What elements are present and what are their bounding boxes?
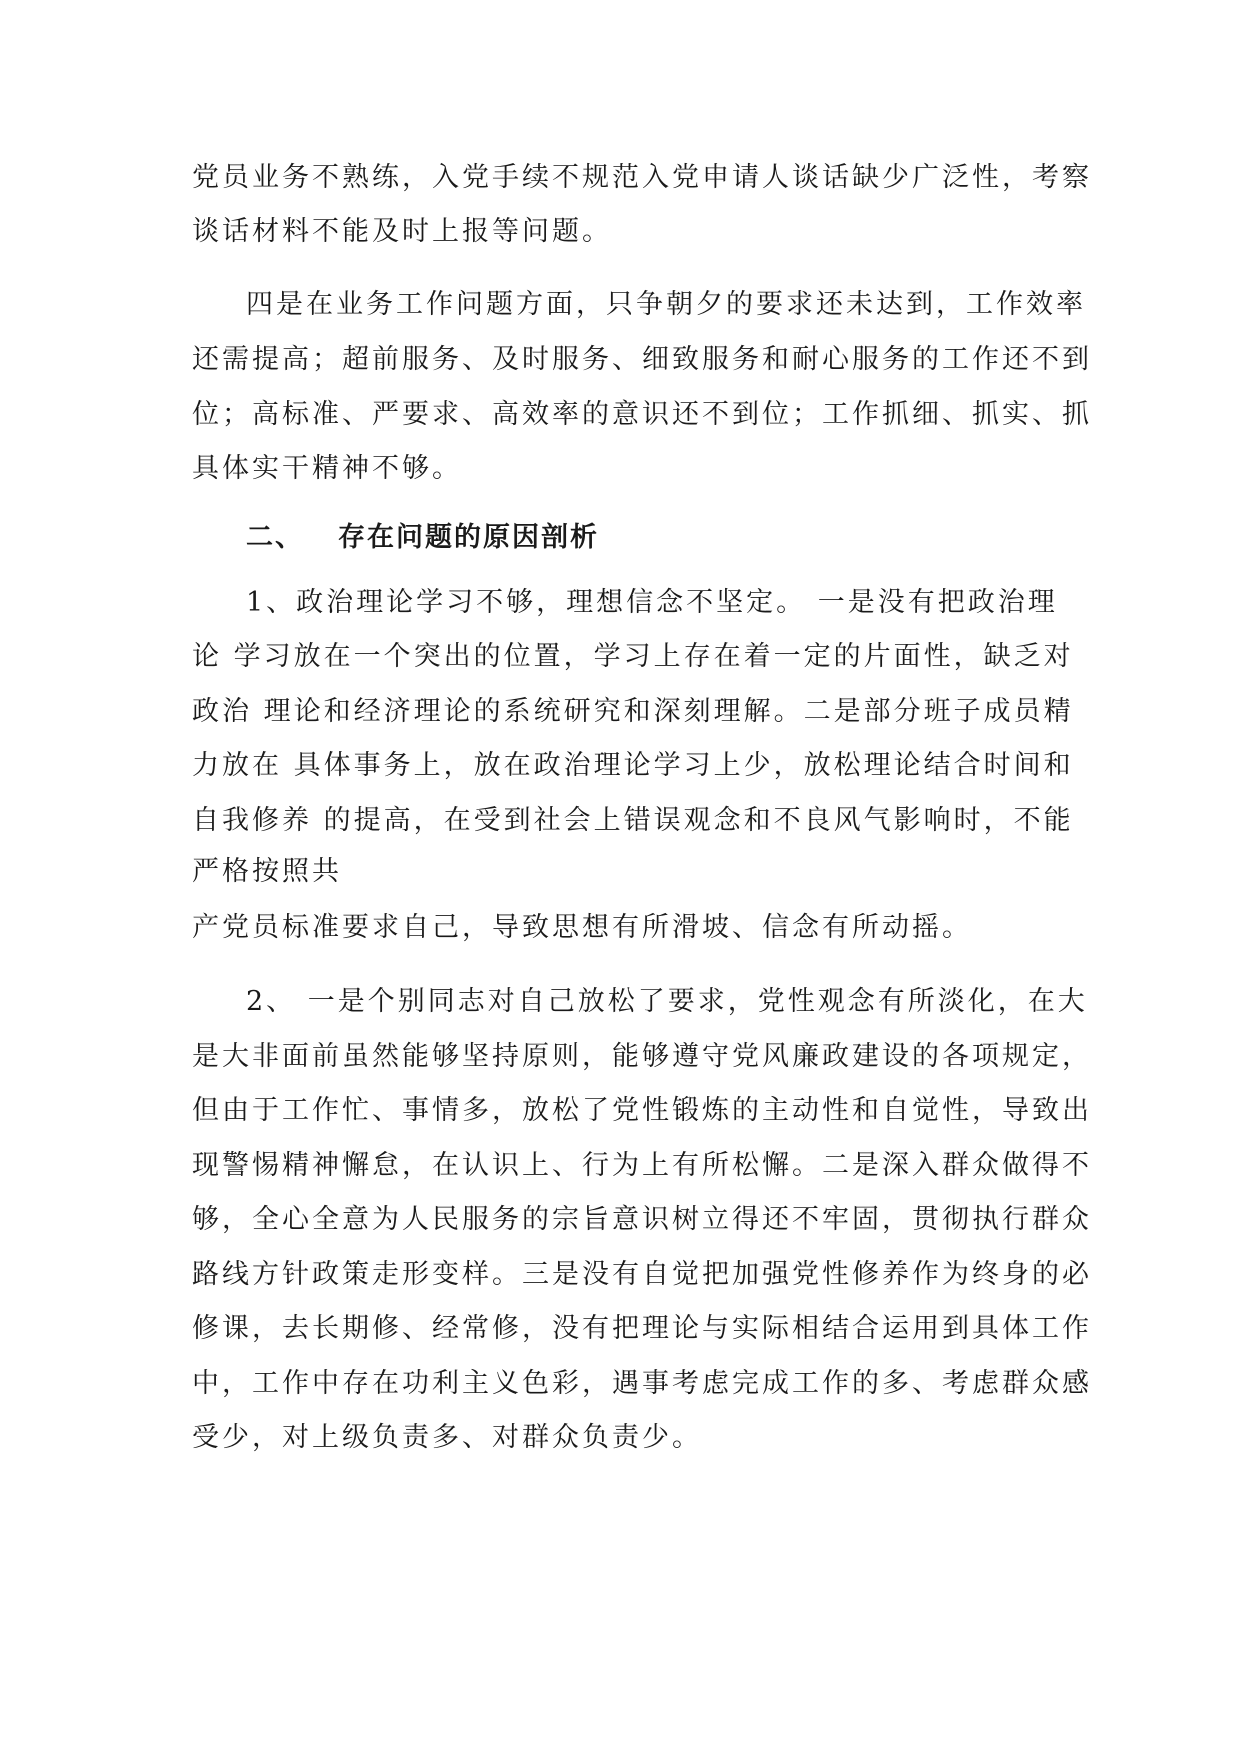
text-line: 力放在 具体事务上，放在政治理论学习上少，放松理论结合时间和 — [192, 750, 1074, 781]
section-number: 二、 — [246, 522, 304, 553]
text-line: 具体实干精神不够。 — [192, 453, 462, 484]
text-line: 是大非面前虽然能够坚持原则，能够遵守党风廉政建设的各项规定， — [192, 1041, 1092, 1072]
text-line: 严格按照共 — [192, 856, 342, 887]
text-line: 产党员标准要求自己，导致思想有所滑坡、信念有所动摇。 — [192, 912, 972, 943]
text-line: 1、政治理论学习不够，理想信念不坚定。 一是没有把政治理 — [246, 587, 1058, 618]
text-line: 现警惕精神懈怠，在认识上、行为上有所松懈。二是深入群众做得不 — [192, 1150, 1092, 1181]
section-title: 存在问题的原因剖析 — [338, 522, 599, 553]
text-line: 但由于工作忙、事情多，放松了党性锻炼的主动性和自觉性，导致出 — [192, 1095, 1092, 1126]
text-line: 修课，去长期修、经常修，没有把理论与实际相结合运用到具体工作 — [192, 1313, 1092, 1344]
text-line: 够，全心全意为人民服务的宗旨意识树立得还不牢固，贯彻执行群众 — [192, 1204, 1092, 1235]
text-line: 论 学习放在一个突出的位置，学习上存在着一定的片面性，缺乏对 — [192, 641, 1074, 672]
text-line: 自我修养 的提高，在受到社会上错误观念和不良风气影响时，不能 — [192, 805, 1074, 836]
text-line: 受少，对上级负责多、对群众负责少。 — [192, 1422, 702, 1453]
text-line: 还需提高；超前服务、及时服务、细致服务和耐心服务的工作还不到 — [192, 344, 1092, 375]
text-line: 路线方针政策走形变样。三是没有自觉把加强党性修养作为终身的必 — [192, 1259, 1092, 1290]
text-line: 2、 一是个别同志对自己放松了要求，党性观念有所淡化，在大 — [246, 986, 1088, 1017]
text-line: 谈话材料不能及时上报等问题。 — [192, 216, 612, 247]
text-line: 政治 理论和经济理论的系统研究和深刻理解。二是部分班子成员精 — [192, 696, 1074, 727]
text-line: 位；高标准、严要求、高效率的意识还不到位；工作抓细、抓实、抓 — [192, 399, 1092, 430]
text-line: 四是在业务工作问题方面，只争朝夕的要求还未达到，工作效率 — [246, 289, 1086, 320]
section-heading — [246, 518, 599, 558]
text-line: 党员业务不熟练，入党手续不规范入党申请人谈话缺少广泛性，考察 — [192, 162, 1092, 193]
text-line: 中，工作中存在功利主义色彩，遇事考虑完成工作的多、考虑群众感 — [192, 1368, 1092, 1399]
